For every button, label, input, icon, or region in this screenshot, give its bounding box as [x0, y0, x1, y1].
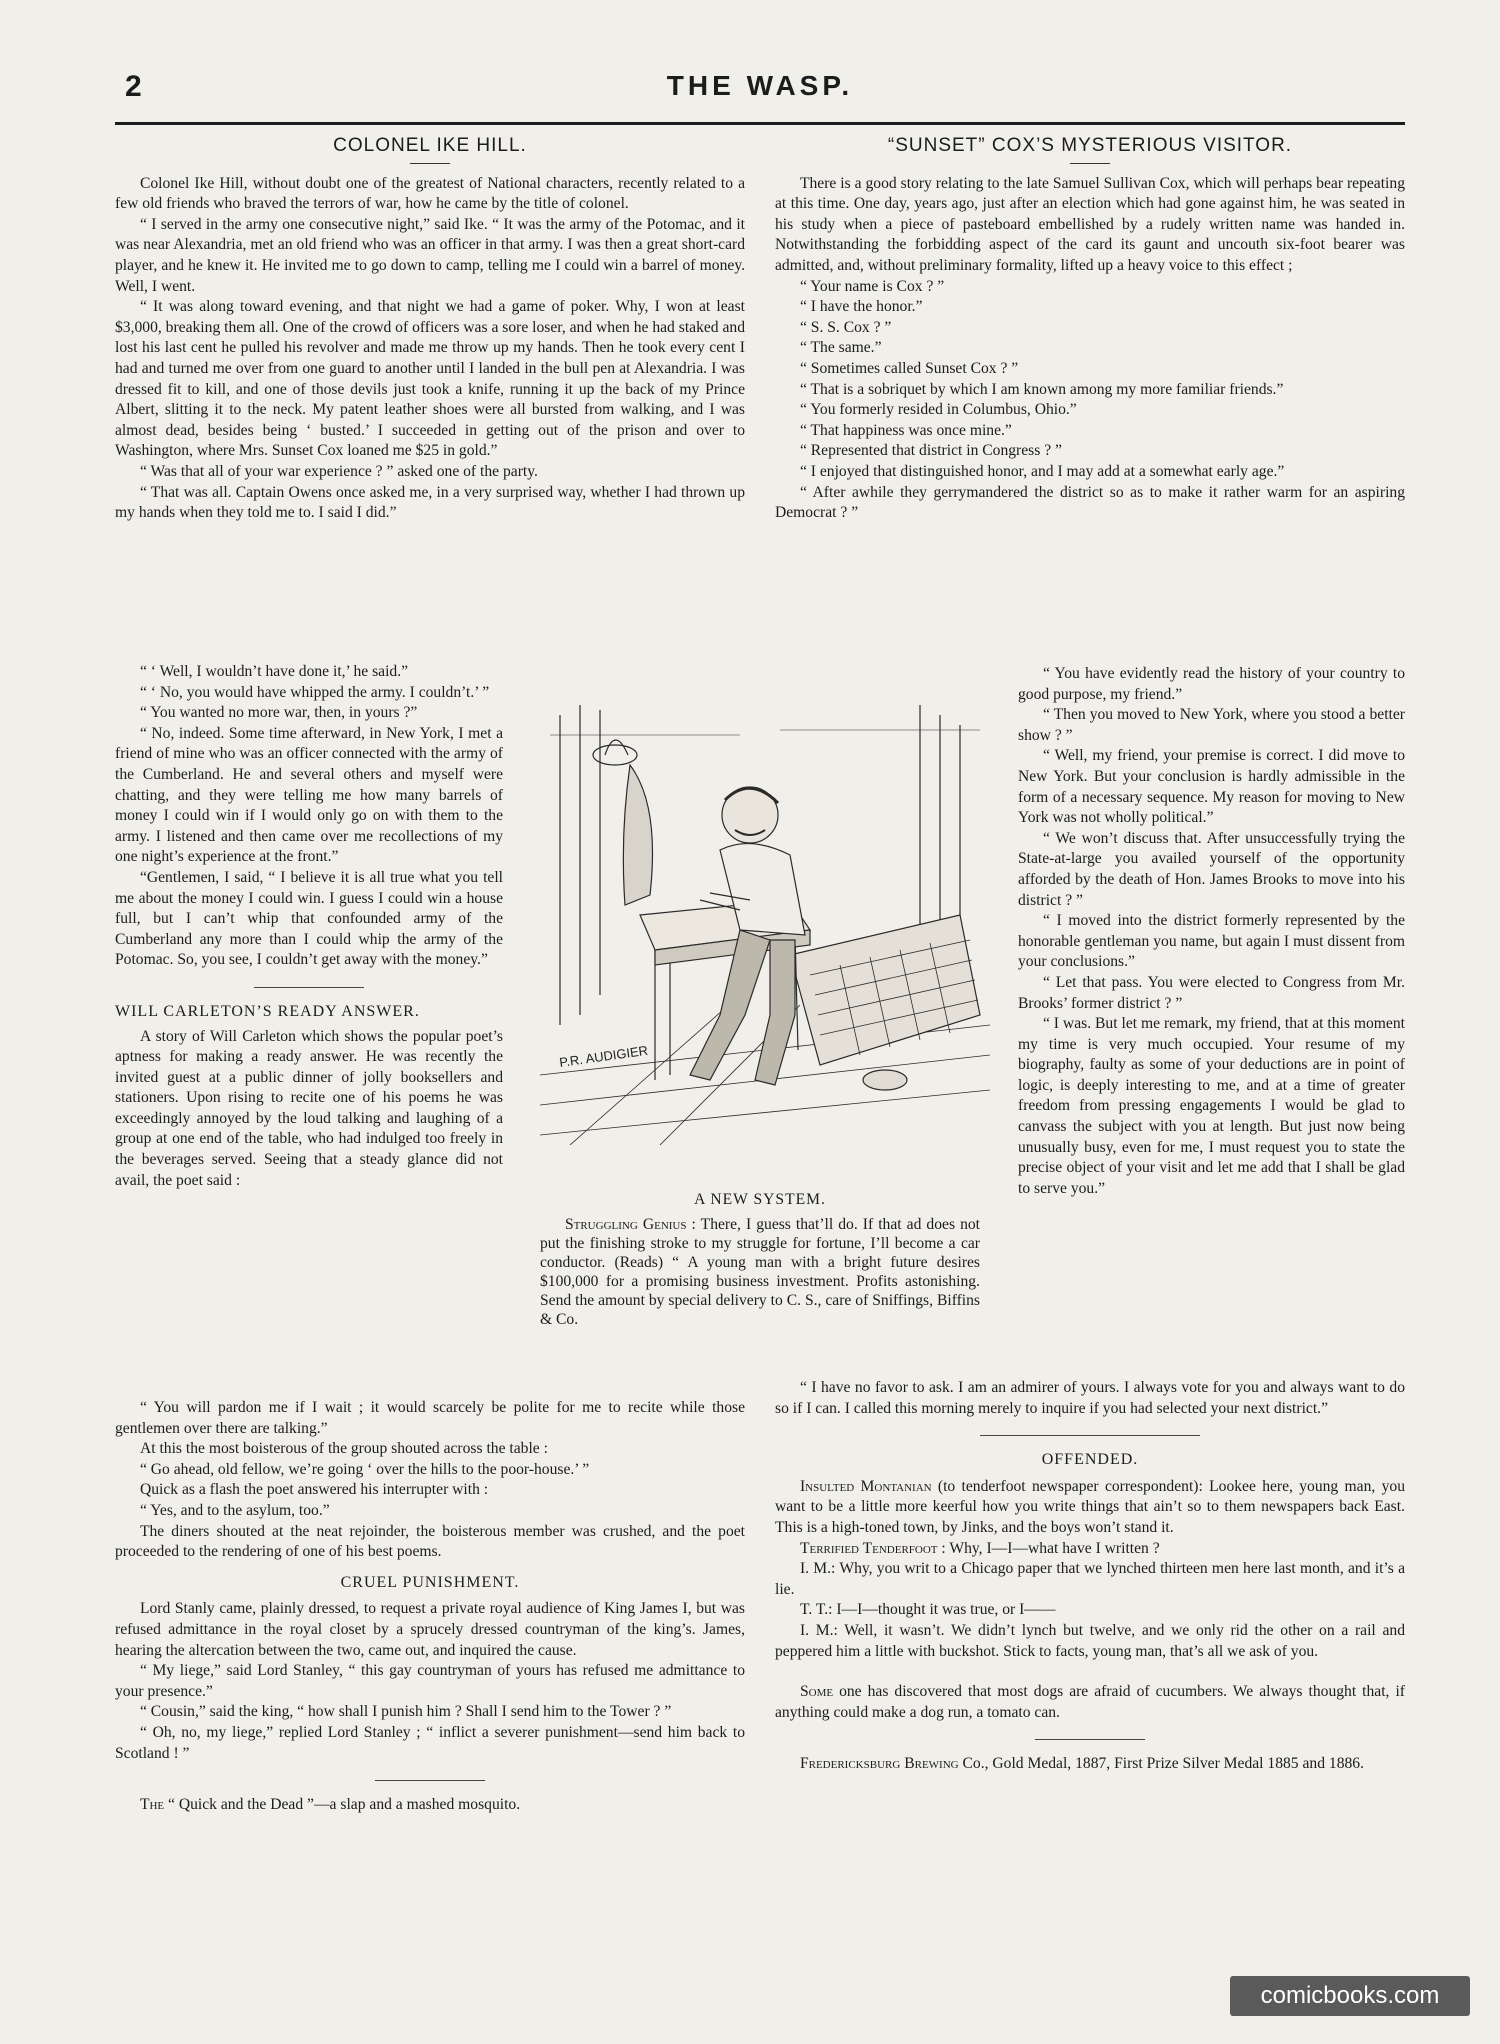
article-title-carleton: WILL CARLETON’S READY ANSWER. [115, 1002, 420, 1020]
quip-text: “ Quick and the Dead ”—a slap and a mashed mosquito. [164, 1796, 521, 1814]
lead-word: Some [799, 1683, 834, 1701]
quip-lead: The [139, 1796, 165, 1814]
paragraph: Lord Stanly came, plainly dressed, to request a private royal audience of King James I, but was refused admittance in the royal closet by a sprucely dressed countryman of the king’s. James, hearing the altercation between the two, came out, and inquired the cause. [115, 1600, 745, 1659]
article-separator [980, 1435, 1200, 1436]
paragraph: “ Then you moved to New York, where you stood a better show ? ” [1018, 706, 1405, 744]
paragraph [775, 1682, 1405, 1723]
paragraph [775, 1754, 1405, 1775]
paragraph: T. T.: I—I—thought it was true, or I—— [799, 1601, 1056, 1619]
dialogue-text: : Why, I—I—what have I written ? [937, 1539, 1160, 1557]
paragraph [775, 1477, 1405, 1539]
site-watermark: comicbooks.com [1230, 1976, 1470, 2016]
lead-word: Fredericksburg Brewing [799, 1755, 959, 1773]
paragraph: “ ‘ Well, I wouldn’t have done it,’ he said.” [139, 663, 409, 680]
paragraph: There is a good story relating to the late Samuel Sullivan Cox, which will perhaps bear repeating at this time. One day, years ago, just after an election which had gone against him, he was seated in his study when a piece of pasteboard embellished by a rudely written name was handed in. Notwithstanding the forbidding aspect of the card its gaunt and uncouth six-foot bearer was admitted, and, without preliminary formality, lifted up a heavy voice to this effect ; [775, 174, 1405, 274]
paragraph: “ I was. But let me remark, my friend, that at this moment my time is very much occupied. Your resume of my biography, faulty as some of your deductions are in point of logic, is deeply interesting to me, and at a time of greater freedom from pressing engagements I would be glad to canvass the subject with you at length. But just now being unusually busy, even for me, I must request you to state the precise object of your visit and let me add that I shall be glad to serve you.” [1018, 1015, 1405, 1197]
caption-title: A NEW SYSTEM. [694, 1191, 826, 1208]
paragraph: “ Was that all of your war experience ? ” asked one of the party. [139, 462, 538, 480]
paragraph: “ You wanted no more war, then, in yours ?” [139, 704, 418, 722]
paragraph: “ That was all. Captain Owens once asked me, in a very surprised way, whether I had thrown up my hands when they told me to. I said I did.” [115, 483, 745, 522]
title-rule [1070, 163, 1110, 164]
paragraph: “ Cousin,” said the king, “ how shall I punish him ? Shall I send him to the Tower ? ” [139, 1703, 672, 1721]
paragraph: “ No, indeed. Some time afterward, in New York, I met a friend of mine who was an officer connected with the army of the Cumberland. He and several others and myself were chatting, and they were telling me how many barrels of money I could win if I would only go on with them to the army. I listened and then came over me recollections of my one night’s experience at the front.” [115, 724, 503, 866]
paragraph: “ You have evidently read the history of your country to good purpose, my friend.” [1018, 665, 1405, 703]
paragraph: “ We won’t discuss that. After unsuccessfully trying the State-at-large you availed yourself of the opportunity afforded by the death of Hon. James Brooks to move into his district ? ” [1018, 829, 1405, 909]
paragraph-text: Co., Gold Medal, 1887, First Prize Silver Medal 1885 and 1886. [958, 1755, 1364, 1773]
paragraph: “Gentlemen, I said, “ I believe it is all true what you tell me about the money I could win. I guess I could win a house full, but I can’t whip that confounded army of the Cumberland any more than I could whip the army of the Potomac. So, you see, I couldn’t get away with the money.” [115, 868, 503, 969]
paragraph [775, 1539, 1405, 1560]
paragraph: “ You formerly resided in Columbus, Ohio.” [799, 401, 1077, 419]
paragraph: “ That happiness was once mine.” [799, 421, 1012, 439]
paragraph: “ Sometimes called Sunset Cox ? ” [799, 359, 1019, 377]
paragraph: “ Well, my friend, your premise is correct. I did move to New York. But your conclusion is hardly admissible in the form of a necessary sequence. My reason for moving to New York was not wholly political.” [1018, 747, 1405, 827]
paragraph: I. M.: Why, you writ to a Chicago paper that we lynched thirteen men here last month, and it’s a lie. [775, 1560, 1405, 1598]
page-header [115, 70, 1405, 120]
article-separator [1035, 1739, 1145, 1740]
artist-signature: P.R. AUDIGIER [558, 1042, 649, 1070]
paragraph: “ Represented that district in Congress ? ” [799, 442, 1062, 460]
paragraph: “ ‘ No, you would have whipped the army. I couldn’t.’ ” [139, 683, 490, 701]
article-title-cruel: CRUEL PUNISHMENT. [340, 1573, 520, 1591]
header-rule [115, 122, 1405, 125]
paragraph: “ After awhile they gerrymandered the district so as to make it rather warm for an aspiring Democrat ? ” [775, 483, 1405, 522]
paragraph: “ Your name is Cox ? ” [799, 277, 945, 295]
article-separator [254, 987, 364, 988]
paragraph: “ My liege,” said Lord Stanley, “ this gay countryman of yours has refused me admittance to your presence.” [115, 1662, 745, 1700]
paragraph: “ I have the honor.” [799, 298, 923, 316]
paragraph: “ Let that pass. You were elected to Congress from Mr. Brooks’ former district ? ” [1018, 973, 1405, 1012]
paragraph: “ S. S. Cox ? ” [799, 318, 892, 336]
speaker-label: Terrified Tenderfoot [799, 1539, 938, 1557]
article-ike-hill-top [115, 136, 745, 524]
page-number: 2 [125, 70, 142, 103]
article-separator [375, 1780, 485, 1781]
caption-body: : There, I guess that’ll do. If that ad does not put the finishing stroke to my struggle for fortune, I’ll become a car conductor. (Reads) “ A young man with a bright future desires $100,000 for a promising business investment. Profits astonishing. Send the amount by special delivery to C. S., care of Sniffings, Biffins & Co. [540, 1216, 980, 1328]
caption-text [540, 1215, 980, 1329]
paragraph: “ Oh, no, my liege,” replied Lord Stanley ; “ inflict a severer punishment—send him back to Scotland ! ” [115, 1723, 745, 1762]
article-cox-narrow [1018, 664, 1405, 1199]
article-cox-lower [775, 1378, 1405, 1775]
paragraph: At this the most boisterous of the group shouted across the table : [139, 1440, 548, 1458]
article-title-offended: OFFENDED. [1041, 1451, 1139, 1469]
paragraph: A story of Will Carleton which shows the popular poet’s aptness for making a ready answer. He was recently the invited guest at a public dinner of jolly booksellers and stationers. Upon rising to recite one of his poems he was exceedingly annoyed by the loud talking and laughing of a group at one end of the table, who had indulged too freely in the beverages served. Seeing that a steady glance did not avail, the poet said : [115, 1027, 503, 1189]
article-cox-top [775, 136, 1405, 524]
illustration-caption [540, 1190, 980, 1329]
paragraph: “ It was along toward evening, and that night we had a game of poker. Why, I won at least $3,000, breaking them all. One of the crowd of officers was a sore loser, and when he had staked and lost his last cent he pulled his revolver and made me throw up my hands. Then he took every cent I had and turned me over from one guard to another until I landed in the bull pen at Alexandria. I was dressed fit to kill, and one of those devils just took a knife, running it up the back of my Prince Albert, slitting it to the neck. My patent leather shoes were all bursted from walking, and I was almost dead, besides being ‘ busted.’ I succeeded in getting out of the prison and over to Washington, where Mrs. Sunset Cox loaned me $25 in gold.” [115, 298, 746, 460]
paragraph: Quick as a flash the poet answered his interrupter with : [139, 1481, 489, 1499]
paragraph: I. M.: Well, it wasn’t. We didn’t lynch but twelve, and we only rid the other on a rail and peppered him a little with buckshot. Stick to facts, young man, that’s all we ask of you. [775, 1621, 1405, 1660]
masthead-title: THE WASP. [666, 70, 854, 101]
paragraph: Colonel Ike Hill, without doubt one of the greatest of National characters, recently related to a few old friends who braved the terrors of war, how he came by the title of colonel. [115, 174, 745, 213]
paragraph: “ I moved into the district formerly represented by the honorable gentleman you name, but again I must dissent from your conclusions.” [1018, 912, 1405, 971]
caption-speaker: Struggling Genius [564, 1216, 687, 1233]
paragraph: “ I served in the army one consecutive night,” said Ike. “ It was the army of the Potomac, and it was near Alexandria, met an old friend who was an officer in that army. I was then a great short-card player, and he knew it. He invited me to go down to camp, telling me I could win a barrel of money. Well, I went. [115, 215, 745, 295]
paragraph-text: one has discovered that most dogs are afraid of cucumbers. We always thought that, if anything could make a dog run, a tomato can. [775, 1683, 1405, 1721]
paragraph: “ Yes, and to the asylum, too.” [139, 1501, 330, 1519]
quip-paragraph [115, 1795, 745, 1816]
dialogue-text: (to tenderfoot newspaper correspondent): Lookee here, young man, you want to be a little more keerful how you write things that ain’t so to them newspapers back East. This is a high-toned town, by Jinks, and the boys won’t stand it. [775, 1477, 1405, 1536]
paragraph: “ That is a sobriquet by which I am known among my more familiar friends.” [799, 380, 1284, 398]
article-carleton-lower [115, 1398, 745, 1816]
article-ike-hill-narrow [115, 662, 503, 1191]
article-title-cox: “SUNSET” COX’S MYSTERIOUS VISITOR. [887, 135, 1293, 156]
title-rule [410, 163, 450, 164]
paragraph: “ I have no favor to ask. I am an admirer of yours. I always vote for you and always want to do so if I can. I called this morning merely to inquire if you had selected your next district.” [775, 1379, 1405, 1417]
article-title-ike-hill: COLONEL IKE HILL. [333, 135, 527, 156]
paragraph: The diners shouted at the neat rejoinder, the boisterous member was crushed, and the poet proceeded to the rendering of one of his best poems. [115, 1522, 745, 1561]
paragraph: “ You will pardon me if I wait ; it would scarcely be polite for me to recite while those gentlemen over there are talking.” [115, 1399, 745, 1437]
illustration-struggling-genius [540, 695, 990, 1145]
paragraph: “ The same.” [799, 339, 882, 357]
paragraph: “ I enjoyed that distinguished honor, and I may add at a somewhat early age.” [799, 462, 1285, 480]
paragraph: “ Go ahead, old fellow, we’re going ‘ over the hills to the poor-house.’ ” [139, 1460, 590, 1478]
speaker-label: Insulted Montanian [799, 1477, 932, 1495]
